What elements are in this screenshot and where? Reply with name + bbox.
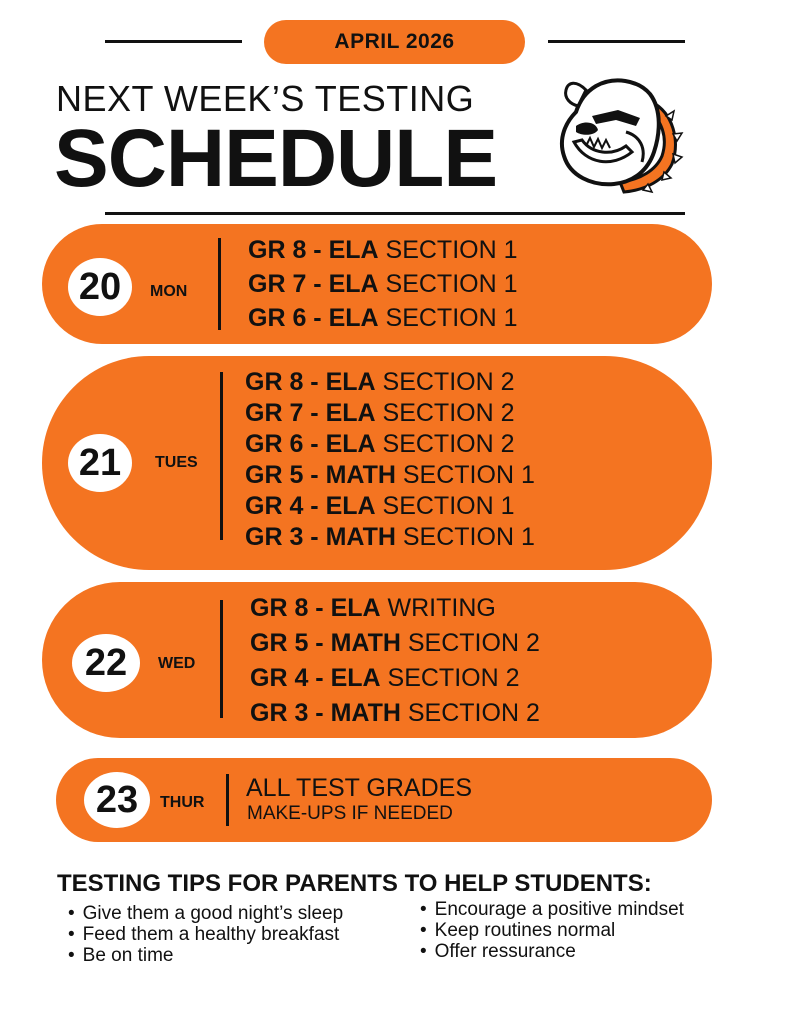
entry-row: GR 8 - ELA SECTION 1 [248, 236, 518, 264]
month-label: APRIL 2026 [334, 30, 455, 53]
list-item: • Be on time [64, 945, 343, 966]
entry-row: GR 3 - MATH SECTION 2 [250, 699, 540, 727]
date-circle-20: 20 [68, 258, 132, 316]
day-label-tues: TUES [155, 454, 198, 471]
entry-row: GR 3 - MATH SECTION 1 [245, 523, 535, 551]
entries-22 [250, 594, 540, 734]
date-circle-23: 23 [84, 772, 150, 828]
month-badge [264, 20, 525, 64]
tips-list-right [416, 899, 684, 962]
bulldog-mascot-icon [556, 72, 688, 196]
entry-row: GR 5 - MATH SECTION 2 [250, 629, 540, 657]
day-divider-23 [226, 774, 229, 826]
title-underline [105, 212, 685, 215]
thur-note-text: MAKE-UPS IF NEEDED [247, 803, 453, 824]
entries-20 [248, 236, 518, 338]
day-label-wed: WED [158, 655, 196, 672]
list-item: • Offer ressurance [416, 941, 684, 962]
date-circle-22: 22 [72, 634, 140, 692]
day-divider-21 [220, 372, 223, 540]
entry-row: GR 6 - ELA SECTION 1 [248, 304, 518, 332]
entries-21 [245, 368, 535, 554]
day-label-thur: THUR [160, 794, 205, 811]
tips-title: TESTING TIPS FOR PARENTS TO HELP STUDENTS: [57, 870, 652, 897]
list-item: • Encourage a positive mindset [416, 899, 684, 920]
thur-main-text: ALL TEST GRADES [246, 774, 473, 802]
entry-row: GR 7 - ELA SECTION 2 [245, 399, 515, 427]
header-rule-left [105, 40, 242, 43]
day-label-mon: MON [150, 283, 188, 300]
tips-list-left [64, 903, 343, 966]
entry-row: GR 4 - ELA SECTION 2 [250, 664, 520, 692]
entry-row: GR 8 - ELA WRITING [250, 594, 496, 622]
date-circle-21: 21 [68, 434, 132, 492]
list-item: • Give them a good night’s sleep [64, 903, 343, 924]
day-divider-22 [220, 600, 223, 718]
entry-row: GR 6 - ELA SECTION 2 [245, 430, 515, 458]
entry-row: GR 5 - MATH SECTION 1 [245, 461, 535, 489]
entry-row: GR 4 - ELA SECTION 1 [245, 492, 515, 520]
entry-row: GR 8 - ELA SECTION 2 [245, 368, 515, 396]
page-subtitle: NEXT WEEK’S TESTING [56, 78, 475, 119]
page-title: SCHEDULE [54, 113, 498, 204]
day-divider-20 [218, 238, 221, 330]
list-item: • Feed them a healthy breakfast [64, 924, 343, 945]
list-item: • Keep routines normal [416, 920, 684, 941]
header-rule-right [548, 40, 685, 43]
entry-row: GR 7 - ELA SECTION 1 [248, 270, 518, 298]
